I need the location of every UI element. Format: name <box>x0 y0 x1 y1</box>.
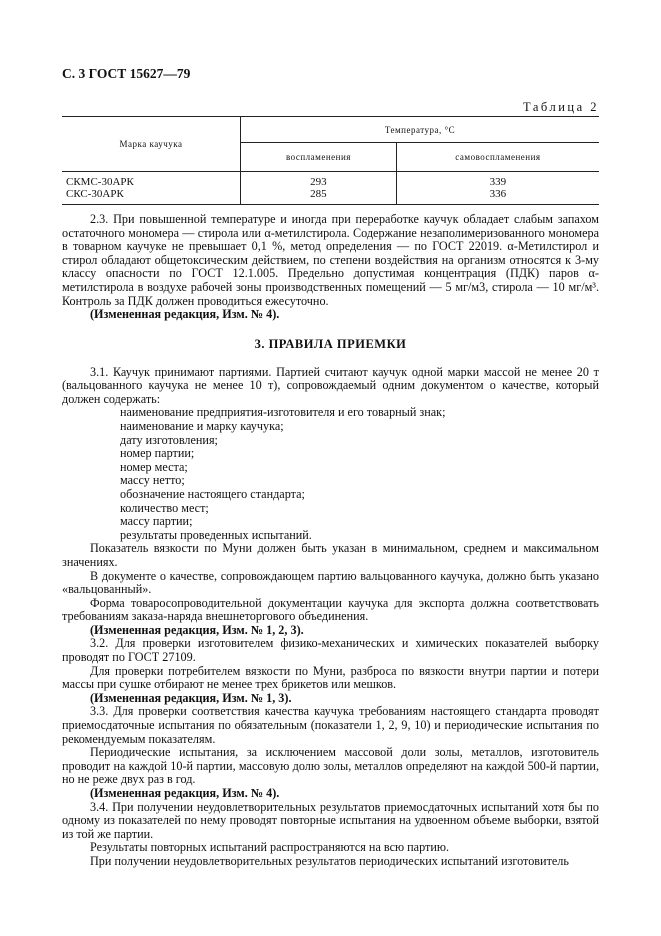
paragraph-3-3: 3.3. Для проверки соответствия качества каучука требованиям настоящего стандарта проводят приемосдаточные испытания по обязательным (показатели 1, 2, 9, 10) и периодические испытания по рекомендуемым показателям. <box>62 704 599 746</box>
column-header-brand: Марка каучука <box>62 117 241 172</box>
paragraph-3-4c: При получении неудовлетворительных результатов периодических испытаний изготовитель <box>90 853 569 868</box>
list-item: массу нетто; <box>120 473 185 488</box>
paragraph-export: Форма товаросопроводительной документации каучука для экспорта должна соответствовать требованиям заказа-наряда внешнеторгового объединения. <box>62 595 599 624</box>
section-title: 3. ПРАВИЛА ПРИЕМКИ <box>254 337 407 351</box>
edit-note: (Измененная редакция, Изм. № 1, 3). <box>90 690 292 705</box>
list-item: номер места; <box>120 459 188 474</box>
list-item: количество мест; <box>120 500 209 515</box>
list-item: номер партии; <box>120 446 195 461</box>
paragraph-3-4: 3.4. При получении неудовлетворительных результатов приемосдаточных испытаний хотя бы по одному из показателей по нему проводят повторные испытания на удвоенном объеме выборки, взятой из той же партии. <box>62 799 599 841</box>
list-item: обозначение настоящего стандарта; <box>120 486 305 501</box>
list-item: результаты проведенных испытаний. <box>120 527 312 542</box>
paragraph-3-2b: Для проверки потребителем вязкости по Муни, разброса по вязкости внутри партии и потери массы при сушке отбирают не менее трех брикетов или мешков. <box>62 663 599 692</box>
paragraph-3-2: 3.2. Для проверки изготовителем физико-механических и химических показателей выборку проводят по ГОСТ 27109. <box>62 636 599 665</box>
page-header: С. 3 ГОСТ 15627—79 <box>62 66 191 81</box>
paragraph-3-3b: Периодические испытания, за исключением массовой доли золы, металлов, изготовитель проводит на каждой 10-й партии, массовую долю золы, металлов определяют на каждой 500-й партии, но не реже двух раз в год. <box>62 745 599 787</box>
edit-note: (Измененная редакция, Изм. № 1, 2, 3). <box>90 622 304 637</box>
paragraph-3-1: 3.1. Каучук принимают партиями. Партией считают каучук одной марки массой не менее 20 т (вальцованного каучука не менее 10 т), сопровождаемый одним документом о качестве, который должен содержать: <box>62 364 599 406</box>
cell-flash: 285 <box>241 188 397 205</box>
list-item: наименование предприятия-изготовителя и его товарный знак; <box>120 405 446 420</box>
cell-autoignition: 336 <box>396 188 599 205</box>
edit-note: (Измененная редакция, Изм. № 4). <box>90 307 280 322</box>
paragraph-2-3: 2.3. При повышенной температуре и иногда при переработке каучук обладает слабым запахом остаточного мономера — стирола или α-метилстирола. Содержание незаполимеризованного мономера в товарном каучуке не превышает 0,1 %, метод определения — по ГОСТ 22019. α-Метилстирол и стирол обладают общетоксическим действием, по степени воздействия на организм относятся к 3-му классу опасности по ГОСТ 12.1.005. Предельно допустимая концентрация (ПДК) паров α-метилстирола в воздухе рабочей зоны производственных помещений — 5 мг/м3, стирола — 10 мг/м³. Контроль за ПДК должен проводиться ежесуточно. <box>62 212 599 308</box>
section-3 <box>62 338 599 869</box>
column-header-autoignition: самовоспламенения <box>396 143 599 172</box>
table-row <box>62 188 599 205</box>
table-row <box>62 172 599 189</box>
column-header-flash: воспламенения <box>241 143 397 172</box>
table-caption: Таблица 2 <box>523 100 599 114</box>
column-header-temperature: Температура, °С <box>241 117 600 143</box>
edit-note: (Измененная редакция, Изм. № 4). <box>90 786 280 800</box>
list-item: дату изготовления; <box>120 432 218 447</box>
body-block-2-3 <box>62 213 599 322</box>
paragraph-3-4b: Результаты повторных испытаний распространяются на всю партию. <box>90 840 450 855</box>
ignition-temperature-table <box>62 116 599 205</box>
cell-brand: СКМС-30АРК <box>62 172 241 189</box>
cell-flash: 293 <box>241 172 397 189</box>
cell-autoignition: 339 <box>489 176 507 188</box>
cell-brand: СКС-30АРК <box>62 188 241 205</box>
list-item: наименование и марку каучука; <box>120 418 284 433</box>
paragraph-rolled: В документе о качестве, сопровождающем партию вальцованного каучука, должно быть указано «вальцованный». <box>62 568 599 597</box>
paragraph-mooney: Показатель вязкости по Муни должен быть указан в минимальном, среднем и максимальном значениях. <box>62 541 599 569</box>
list-item: массу партии; <box>120 514 193 529</box>
